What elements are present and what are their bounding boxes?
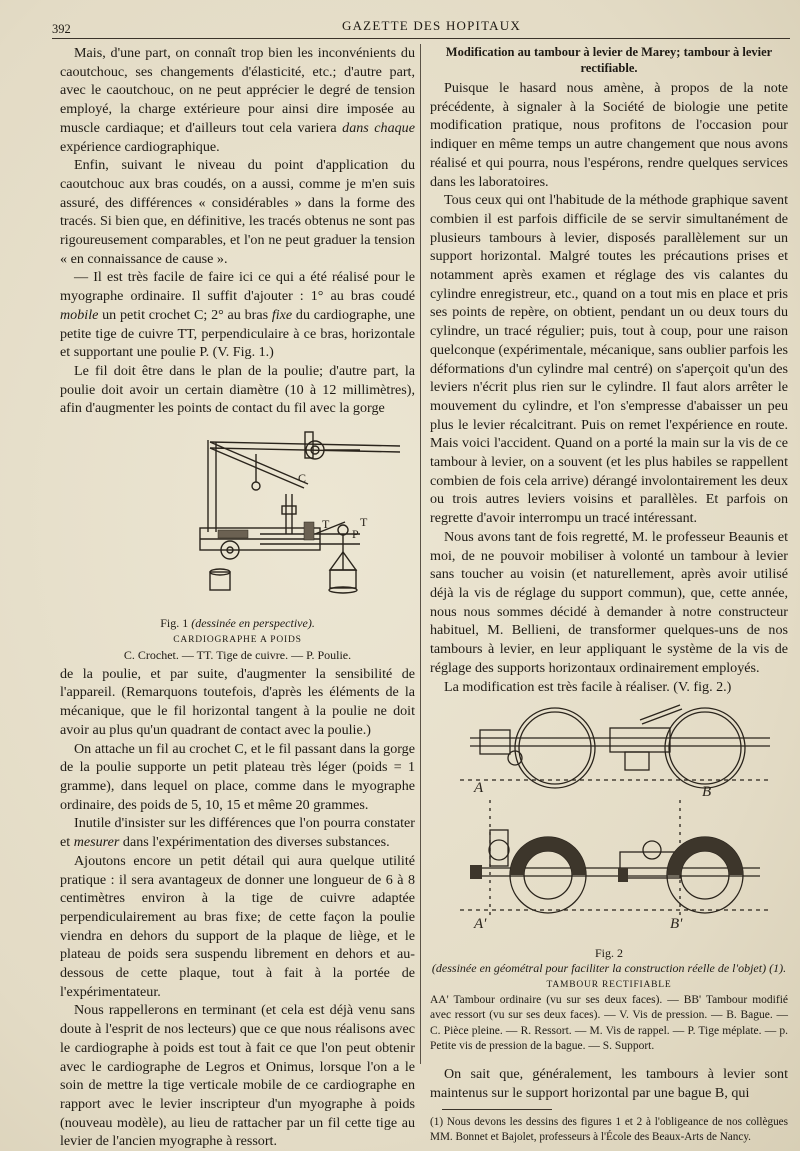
paragraph: Nous avons tant de fois regretté, M. le professeur Beaunis et moi, de ne pouvoir mobiliser à volonté un tambour à levier sans toucher au voisin (et naturellement, après avoir utilisé déjà la vis de réglage du support commun), que, cette année, nous nous sommes décidé à demander à notre constructeur habituel, M. Bellieni, de transformer quelques-uns de nos tambours à levier, en leur appliquant le système de la vis de réglage des supports horizontaux ordinairement employés.: [430, 528, 788, 676]
right-column: [430, 44, 788, 1145]
left-column: [60, 44, 415, 1151]
figure-2-description: (dessinée en géométral pour faciliter la construction réelle de l'objet) (1).: [431, 960, 787, 975]
column-rule: [420, 44, 421, 1064]
running-title: GAZETTE DES HOPITAUX: [342, 18, 521, 33]
mark-a-prime: A': [474, 916, 487, 933]
mark-t2: T: [360, 515, 368, 530]
page-header: [52, 12, 790, 39]
figure-1-legend: C. Crochet. — TT. Tige de cuivre. — P. Poulie.: [123, 647, 352, 662]
figure-1-caption: Fig. 1 (dessinée en perspective).: [160, 615, 315, 630]
section-heading: Modification au tambour à levier de Marey; tambour à levier rectifiable.: [445, 45, 773, 75]
figure-2: [430, 700, 788, 1055]
footnote: (1) Nous devons les dessins des figures 1 et 2 à l'obligeance de nos collègues MM. Bonnet et Bajolet, professeurs à l'École des Beaux-Arts de Nancy.: [430, 1116, 788, 1144]
figure-1-title: CARDIOGRAPHE A POIDS: [173, 634, 302, 645]
paragraph: Le fil doit être dans le plan de la poulie; d'autre part, la poulie doit avoir un certain diamètre (10 à 12 millimètres), afin d'augmenter les points de contact du fil avec la gorge: [60, 362, 415, 417]
page-number: 392: [52, 22, 71, 36]
mark-t1: T: [322, 517, 330, 532]
paragraph: Tous ceux qui ont l'habitude de la méthode graphique savent combien il est parfois difficile de se servir simultanément de plusieurs tambours à levier, disposés parallèlement sur un support horizontal. Malgré toutes les précautions prises et notamment après examen et réglage des vis calantes du cylindre enregistreur, etc., quand on a tout mis en place et pris ses points de repère, on obtient, pendant un ou deux tours du cylindre, un tracé régulier; puis, tout à coup, pour une raison quelconque (expérimentale, mécanique, sans oublier parfois les déformations d'un cylindre mal centré) on s'aperçoit qu'un des leviers n'écrit plus rien sur le cylindre. Il faut alors arrêter le mouvement du cylindre, et l'on s'empresse d'abaisser un peu plus le levier récalcitrant. Puis on remet l'expérience en route. Mais voici l'accident. Quand on a porté la main sur la vis de ce tambour à levier, on a souvent (et les plus habiles se rappellent combien de fois cela arrive) dérangé involontairement les deux ou trois autres leviers voisins et parallèles. Et parfois on regrette d'avoir interrompu un tracé intéressant.: [430, 192, 788, 527]
paragraph: La modification est très facile à réaliser. (V. fig. 2.): [444, 678, 732, 695]
mark-b-prime: B': [670, 916, 683, 933]
mark-b: B: [702, 784, 712, 801]
mark-c: C: [298, 471, 307, 486]
figure-2-title: TAMBOUR RECTIFIABLE: [546, 979, 672, 990]
paragraph: Enfin, suivant le niveau du point d'application du caoutchouc aux bras coudés, on a aussi, comme je m'en suis assuré, des différences « considérables » dans la forme des tracés. Si bien que, en définitive, les tracés obtenus ne sont pas rigoureusement comparables, et l'on ne peut graduer la tension « en connaissance de cause ».: [60, 157, 415, 267]
cardiograph-illustration: [60, 422, 415, 610]
tambour-illustration: [430, 700, 788, 940]
paragraph: Inutile d'insister sur les différences que l'on pourra constater et mesurer dans l'expérimentation des diverses substances.: [60, 815, 415, 851]
paragraph: — Il est très facile de faire ici ce qui a été réalisé pour le myographe ordinaire. Il suffit d'ajouter : 1° au bras coudé mobile un petit crochet C; 2° au bras fixe du cardiographe, une petite tige de cuivre TT, perpendiculaire à ce bras, horizontale et supportant une poulie P. (V. Fig. 1.): [60, 269, 415, 361]
mark-a: A: [474, 780, 484, 797]
paragraph: On sait que, généralement, les tambours à levier sont maintenus sur le support horizontal par une bague B, qui: [430, 1065, 788, 1101]
figure-1: [60, 422, 415, 663]
paragraph: Puisque le hasard nous amène, à propos de la note précédente, à signaler à la Société de biologie une petite modification pratique, nous profitons de l'occasion pour indiquer en même temps un autre changement que nous avons réalisé et qui pourra, nous l'espérons, rendre quelques services dans les laboratoires.: [430, 80, 788, 190]
paragraph: On attache un fil au crochet C, et le fil passant dans la gorge de la poulie supporte un petit plateau très léger (poids = 1 gramme), dans lequel on place, comme dans le myographe ordinaire, des poids de 5, 10, 15 et même 20 grammes.: [60, 740, 415, 813]
paragraph: Mais, d'une part, on connaît trop bien les inconvénients du caoutchouc, ses changements d'élasticité, etc.; d'autre part, avec le caoutchouc, on ne peut apprécier le degré de tension employé, la charge extérieure pour ainsi dire imposée au muscle cardiaque; et d'ailleurs tout cela variera dans chaque expérience cardiographique.: [60, 45, 415, 155]
figure-2-label: Fig. 2: [594, 945, 623, 960]
paragraph: Nous rappellerons en terminant (et cela est déjà venu sans doute à l'esprit de nos lecteurs) que ce que nous réalisons avec le cardiographe à poids est tout à fait ce que l'on peut obtenir avec le cardiographe de Legros et Onimus, lorsque l'on a le soin de mettre la tige verticale mobile de ce cardiographe en rapport avec le levier inscripteur d'un myographe à poids (nouveau modèle), au lieu de rattacher par un fil cette tige au levier de l'ancien myographe à ressort.: [60, 1002, 415, 1150]
footnote-rule: [442, 1109, 552, 1110]
figure-2-legend: AA' Tambour ordinaire (vu sur ses deux faces). — BB' Tambour modifié avec ressort (vu sur ses deux faces). — V. Vis de pression. — B. Bague. — C. Pièce pleine. — R. Ressort. — M. Vis de rappel. — P. Tige méplate. — p. Petite vis de pression de la bague. — S. Support.: [430, 993, 788, 1053]
paragraph: de la poulie, et par suite, d'augmenter la sensibilité de l'appareil. (Remarquons toutefois, d'après les éléments de la mécanique, que le fil horizontal tangent à la poulie ne doit avoir au plus qu'un quadrant de contact avec la poulie.): [60, 665, 415, 738]
paragraph: Ajoutons encore un petit détail qui aura quelque utilité pratique : il sera avantageux de donner une longueur de 6 à 8 centimètres environ à la tige de cuivre adaptée perpendiculairement au bras fixe; de cette façon la poulie viendra en dehors du support de la plaque de liège, et le plateau de poids sera suspendu librement en dehors et au-dessous de cette plaque, tout à fait à la portée de l'expérimentateur.: [60, 852, 415, 1000]
mark-p: P: [352, 527, 359, 542]
